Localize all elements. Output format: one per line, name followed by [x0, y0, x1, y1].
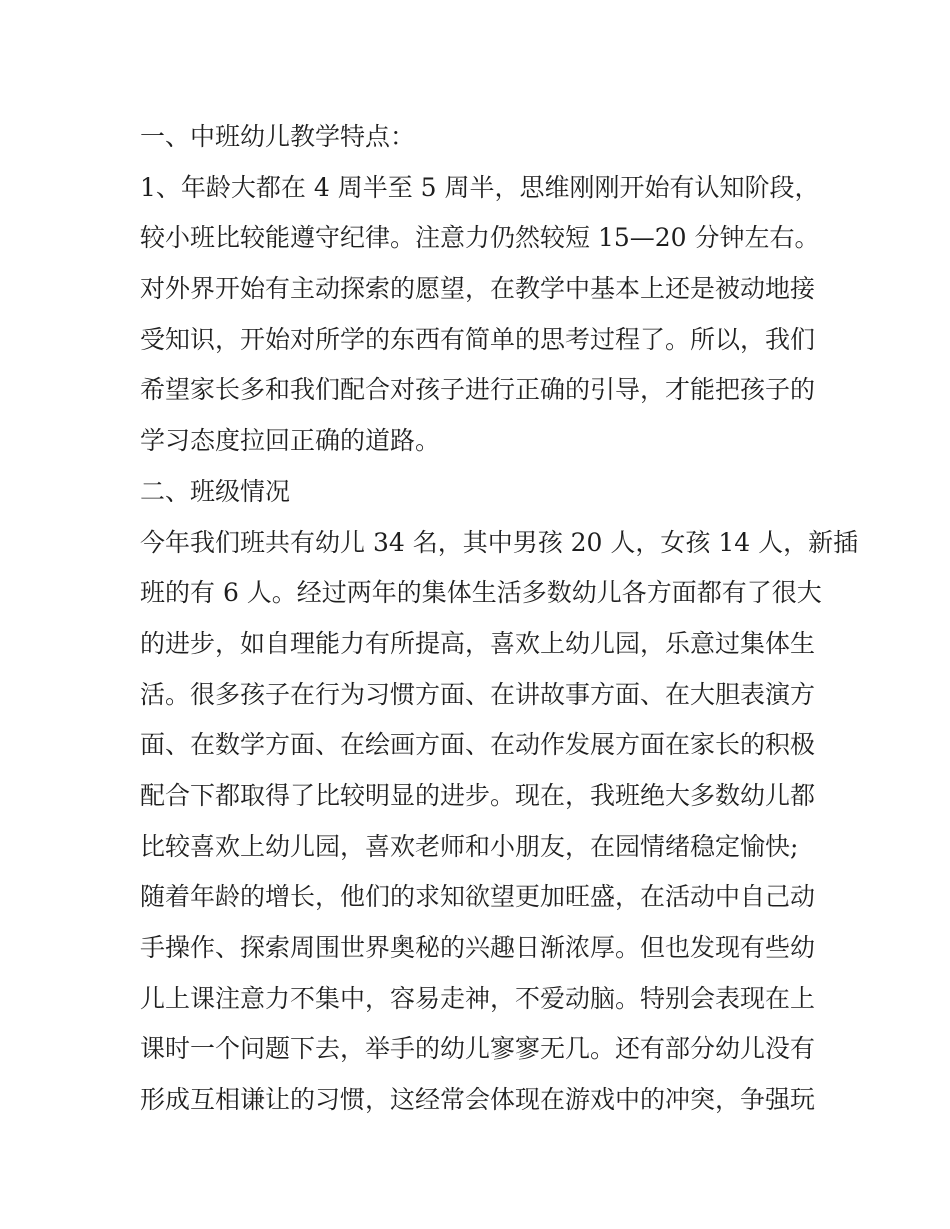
text-line: 较小班比较能遵守纪律。注意力仍然较短 15—20 分钟左右。	[140, 223, 820, 253]
text-line: 受知识，开始对所学的东西有简单的思考过程了。所以，我们	[140, 324, 816, 354]
text-line: 希望家长多和我们配合对孩子进行正确的引导，才能把孩子的	[140, 375, 816, 405]
text-line: 学习态度拉回正确的道路。	[140, 426, 441, 456]
text-line: 今年我们班共有幼儿 34 名，其中男孩 20 人，女孩 14 人，新插	[140, 527, 859, 557]
text-line: 儿上课注意力不集中，容易走神，不爱动脑。特别会表现在上	[140, 983, 816, 1013]
text-line: 配合下都取得了比较明显的进步。现在，我班绝大多数幼儿都	[140, 780, 816, 810]
text-line: 对外界开始有主动探索的愿望，在教学中基本上还是被动地接	[140, 274, 816, 304]
text-line: 1、年龄大都在 4 周半至 5 周半，思维刚刚开始有认知阶段，	[140, 172, 820, 202]
text-line: 班的有 6 人。经过两年的集体生活多数幼儿各方面都有了很大	[140, 578, 822, 608]
text-line: 手操作、探索周围世界奥秘的兴趣日渐浓厚。但也发现有些幼	[140, 933, 816, 962]
text-line: 活。很多孩子在行为习惯方面、在讲故事方面、在大胆表演方	[140, 679, 816, 709]
text-line: 课时一个问题下去，举手的幼儿寥寥无几。还有部分幼儿没有	[140, 1034, 816, 1064]
section-heading-class-situation: 二、班级情况	[140, 476, 291, 506]
section-heading-teaching-features: 一、中班幼儿教学特点：	[140, 122, 416, 151]
document-body	[140, 112, 859, 1126]
text-line: 形成互相谦让的习惯，这经常会体现在游戏中的冲突，争强玩	[140, 1085, 816, 1115]
text-line: 比较喜欢上幼儿园，喜欢老师和小朋友，在园情绪稳定愉快;	[140, 831, 799, 861]
text-line: 面、在数学方面、在绘画方面、在动作发展方面在家长的积极	[140, 730, 816, 760]
text-line: 随着年龄的增长，他们的求知欲望更加旺盛，在活动中自己动	[140, 882, 816, 912]
text-line: 的进步，如自理能力有所提高，喜欢上幼儿园，乐意过集体生	[140, 628, 816, 658]
